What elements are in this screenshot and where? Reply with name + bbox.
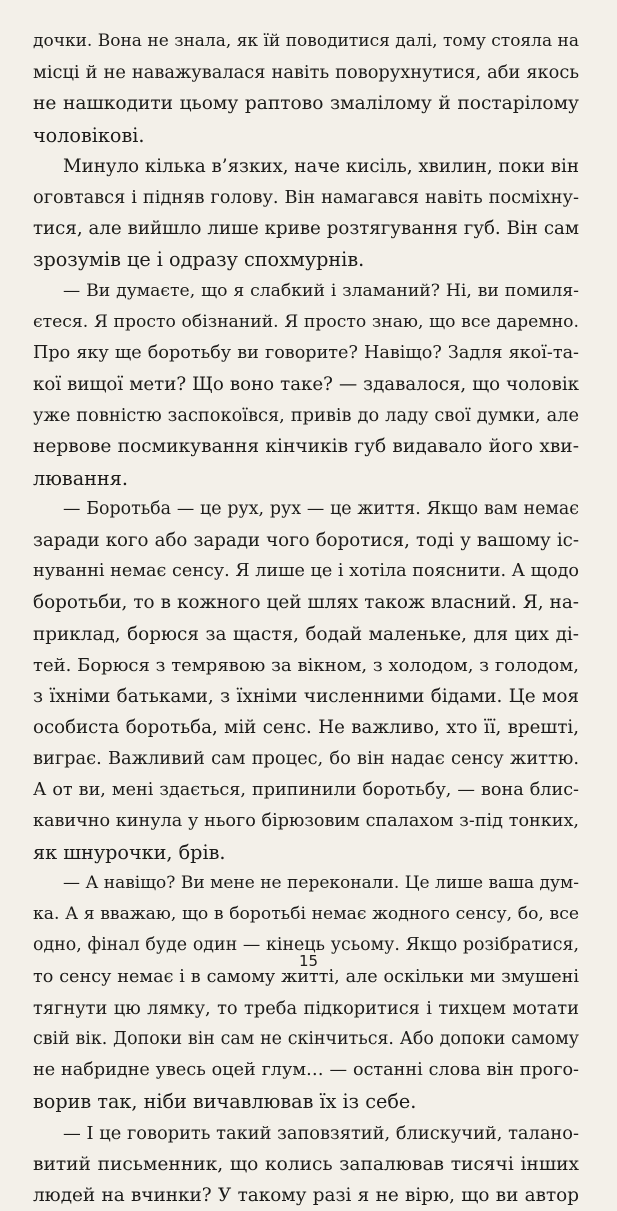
text-line: Про яку ще боротьбу ви говорите? Навіщо? Задля якої-та- <box>33 342 579 363</box>
text-line: одно, фінал буде один — кінець усьому. Якщо розібратися, <box>33 935 579 956</box>
page-number: 15 <box>298 952 319 970</box>
text-line: приклад, борюся за щастя, бодай маленьке, для цих ді- <box>33 623 579 645</box>
text-line: ка. А я вважаю, що в боротьбі немає жодного сенсу, бо, все <box>33 904 579 925</box>
text-line: нервове посмикування кінчиків губ видавало його хви- <box>33 436 579 458</box>
text-line: — Боротьба — це рух, рух — це життя. Якщо вам немає <box>63 498 579 519</box>
text-line: Минуло кілька в’язких, наче кисіль, хвилин, поки він <box>63 155 579 177</box>
text-line: дочки. Вона не знала, як їй поводитися далі, тому стояла на <box>33 31 579 51</box>
text-line: — Ви думаєте, що я слабкий і зламаний? Ні, ви помиля- <box>63 280 579 301</box>
body-text <box>33 26 579 1211</box>
text-line: кої вищої мети? Що воно таке? — здавалося, що чоловік <box>33 374 579 396</box>
text-line: А от ви, мені здається, припинили боротьбу, — вона блис- <box>33 779 579 800</box>
text-line: тягнути цю лямку, то треба підкоритися і тихцем мотати <box>33 997 579 1019</box>
text-line: тися, але вийшло лише криве розтягування губ. Він сам <box>33 218 579 240</box>
text-line: чоловікові. <box>33 123 145 147</box>
text-line: особиста боротьба, мій сенс. Не важливо, хто її, врешті, <box>33 717 579 739</box>
text-line: єтеся. Я просто обізнаний. Я просто знаю, що все даремно. <box>33 311 579 332</box>
text-line: зрозумів це і одразу спохмурнів. <box>33 248 365 272</box>
text-line: оговтався і підняв голову. Він намагався навіть посміхну- <box>33 186 579 208</box>
text-line: нуванні немає сенсу. Я лише це і хотіла пояснити. А щодо <box>33 561 579 582</box>
text-line: то сенсу немає і в самому житті, але оскільки ми змушені <box>33 966 579 987</box>
text-line: — А навіщо? Ви мене не переконали. Це лише ваша дум- <box>63 873 579 894</box>
text-line: людей на вчинки? У такому разі я не вірю, що ви автор <box>33 1184 579 1206</box>
text-line: не нашкодити цьому раптово змалілому й постарілому <box>33 93 579 115</box>
text-line: боротьби, то в кожного цей шлях також власний. Я, на- <box>33 592 579 614</box>
text-line: не набридне увесь оцей глум… — останні слова він прого- <box>33 1060 579 1081</box>
text-line: уже повністю заспокоївся, привів до ладу свої думки, але <box>33 405 579 427</box>
text-line: — І це говорить такий заповзятий, блискучий, талано- <box>63 1122 579 1144</box>
text-line: виграє. Важливий сам процес, бо він надає сенсу життю. <box>33 748 579 770</box>
text-line: тей. Борюся з темрявою за вікном, з холодом, з голодом, <box>33 654 579 676</box>
text-line: ворив так, ніби вичавлював їх із себе. <box>33 1090 417 1114</box>
text-line: свій вік. Допоки він сам не скінчиться. Або допоки самому <box>33 1029 579 1049</box>
text-line: як шнурочки, брів. <box>33 840 226 864</box>
text-line: місці й не наважувалася навіть поворухнутися, аби якось <box>33 62 579 84</box>
text-line: витий письменник, що колись запалював тисячі інших <box>33 1153 579 1175</box>
text-line: лювання. <box>33 466 128 490</box>
text-line: кавично кинула у нього бірюзовим спалахом з-під тонких, <box>33 810 579 831</box>
text-line: заради кого або заради чого боротися, тоді у вашому іс- <box>33 530 579 551</box>
text-line: з їхніми батьками, з їхніми численними бідами. Це моя <box>33 685 579 707</box>
